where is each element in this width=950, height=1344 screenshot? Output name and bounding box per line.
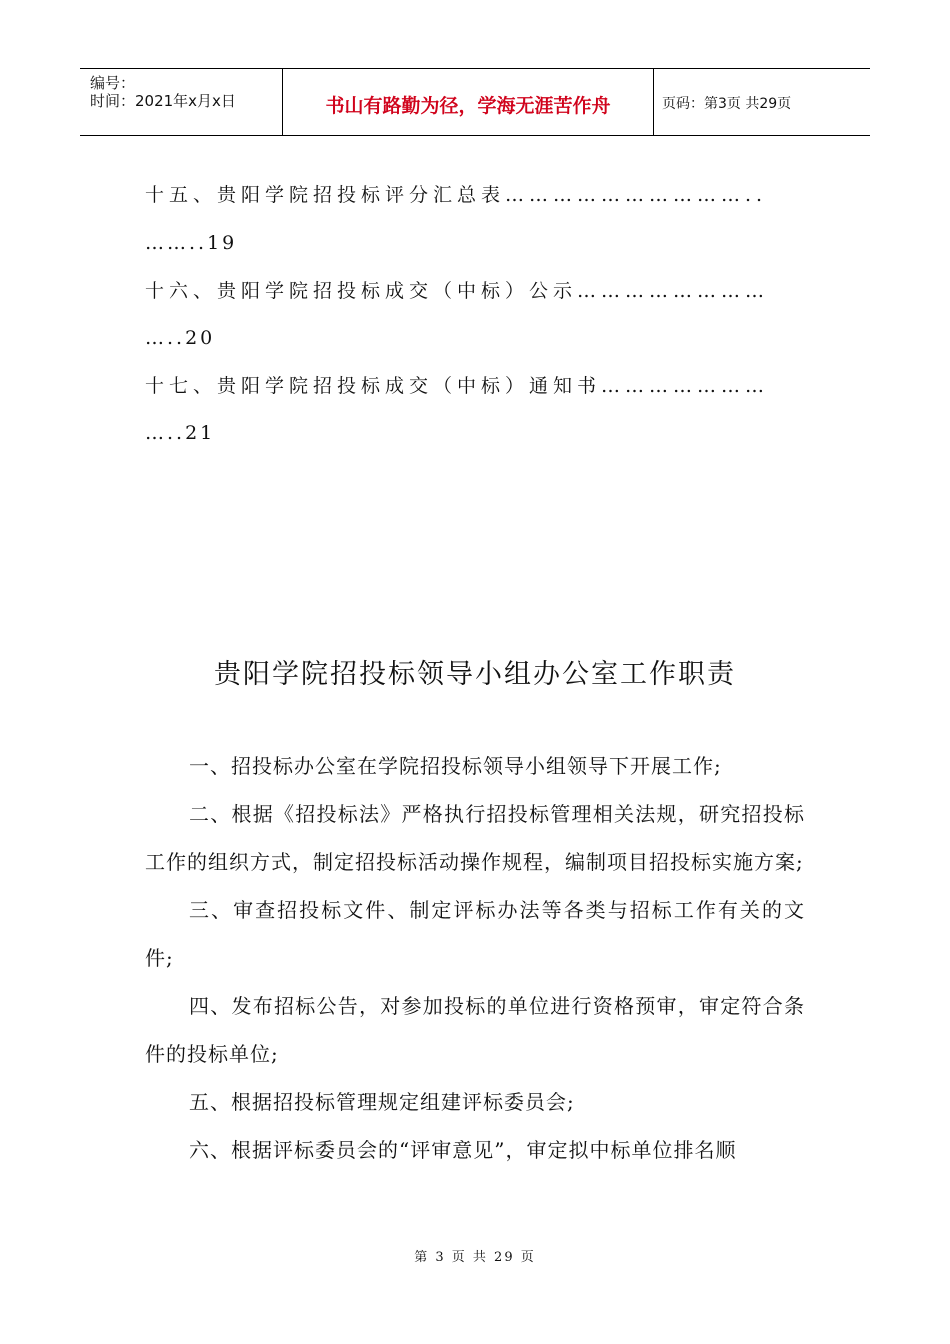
toc-entry-15: 十五、贵阳学院招投标评分汇总表…………………………..: [145, 184, 768, 206]
paragraph-3: 三、审查招投标文件、制定评标办法等各类与招标工作有关的文件;: [145, 898, 805, 970]
page-footer: 第 3 页 共 29 页: [414, 1250, 536, 1265]
toc-entry-16: 十六、贵阳学院招投标成交（中标）公示……………………: [145, 280, 770, 302]
toc-page-17: …..21: [145, 422, 216, 444]
page-title: 贵阳学院招投标领导小组办公室工作职责: [214, 659, 736, 690]
toc-page-15: ……..19: [145, 232, 238, 254]
document-header: [80, 68, 870, 136]
header-page-info: 页码：第3页 共29页: [662, 96, 792, 112]
paragraph-6: 六、根据评标委员会的“评审意见”，审定拟中标单位排名顺: [189, 1138, 737, 1162]
header-page-cell: [654, 69, 870, 135]
paragraph-1: 一、招投标办公室在学院招投标领导小组领导下开展工作;: [189, 754, 722, 778]
body-text: [145, 742, 805, 1174]
paragraph-2: 二、根据《招投标法》严格执行招投标管理相关法规，研究招投标工作的组织方式，制定招投标活动操作规程，编制项目招投标实施方案;: [145, 802, 805, 874]
paragraph-4: 四、发布招标公告，对参加投标的单位进行资格预审，审定符合条件的投标单位;: [145, 994, 805, 1066]
number-label: 编号：: [90, 74, 136, 92]
toc-entry-17: 十七、贵阳学院招投标成交（中标）通知书…………………: [145, 375, 770, 397]
paragraph-5: 五、根据招投标管理规定组建评标委员会;: [189, 1090, 575, 1114]
time-label: 时间：2021年x月x日: [90, 92, 236, 110]
header-meta-cell: [80, 69, 283, 135]
toc-page-16: …..20: [145, 327, 216, 349]
header-motto: 书山有路勤为径，学海无涯苦作舟: [325, 95, 611, 117]
header-motto-cell: [283, 69, 654, 135]
